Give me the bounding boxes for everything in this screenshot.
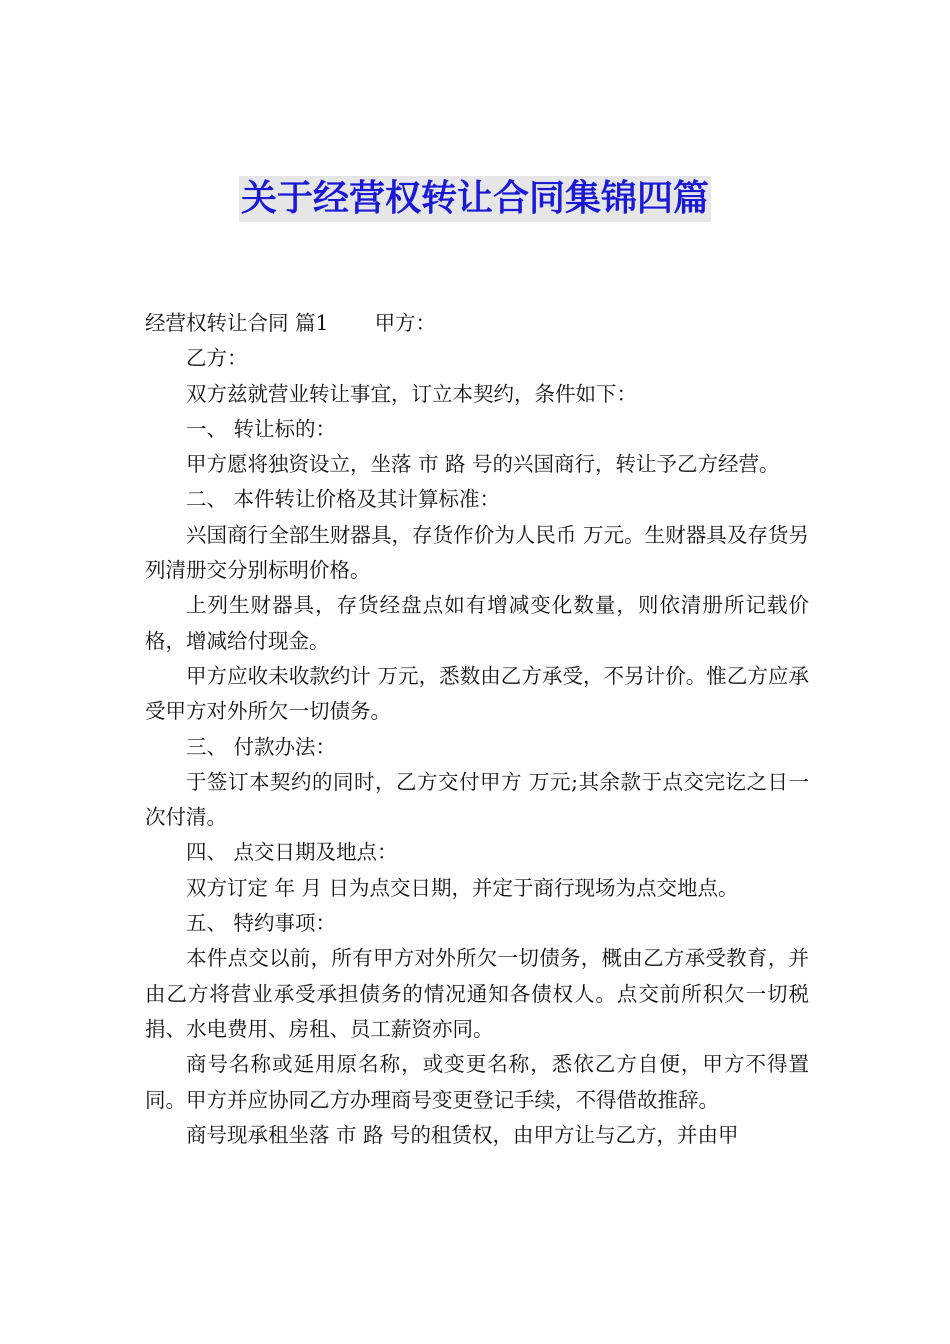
paragraph: 本件点交以前，所有甲方对外所欠一切债务，概由乙方承受教育，并由乙方将营业承受承担债务的情况通知各债权人。点交前所积欠一切税捐、水电费用、房租、员工薪资亦同。 [145,946,809,1041]
contract-heading: 经营权转让合同 篇1 [145,311,329,335]
section-heading: 一、 转让标的： [186,416,337,441]
document-body [145,306,809,1153]
title-container [0,176,950,222]
section-heading: 五、 特约事项： [186,911,337,936]
party-a-label: 甲方： [374,311,437,335]
paragraph: 商号现承租坐落 市 路 号的租赁权，由甲方让与乙方，并由甲 [186,1122,739,1147]
paragraph: 商号名称或延用原名称，或变更名称，悉依乙方自便，甲方不得置同。甲方并应协同乙方办理商号变更登记手续，不得借故推辞。 [145,1052,809,1112]
paragraph: 双方兹就营业转让事宜，订立本契约，条件如下： [186,381,637,406]
paragraph: 乙方： [186,346,248,371]
paragraph: 于签订本契约的同时，乙方交付甲方 万元;其余款于点交完讫之日一次付清。 [145,769,809,830]
section-heading: 四、 点交日期及地点： [186,840,398,865]
paragraph: 甲方愿将独资设立，坐落 市 路 号的兴国商行，转让予乙方经营。 [186,452,780,477]
section-heading: 三、 付款办法： [186,734,337,759]
paragraph: 甲方应收未收款约计 万元，悉数由乙方承受，不另计价。惟乙方应承受甲方对外所欠一切债务。 [145,663,809,724]
paragraph: 兴国商行全部生财器具，存货作价为人民币 万元。生财器具及存货另列清册交分别标明价格。 [145,522,809,583]
document-title: 关于经营权转让合同集锦四篇 [239,176,711,222]
section-heading: 二、 本件转让价格及其计算标准： [186,487,501,512]
first-line [145,306,809,341]
paragraph: 上列生财器具，存货经盘点如有增减变化数量，则依清册所记载价格，增减给付现金。 [145,593,809,653]
paragraph: 双方订定 年 月 日为点交日期，并定于商行现场为点交地点。 [186,875,739,900]
